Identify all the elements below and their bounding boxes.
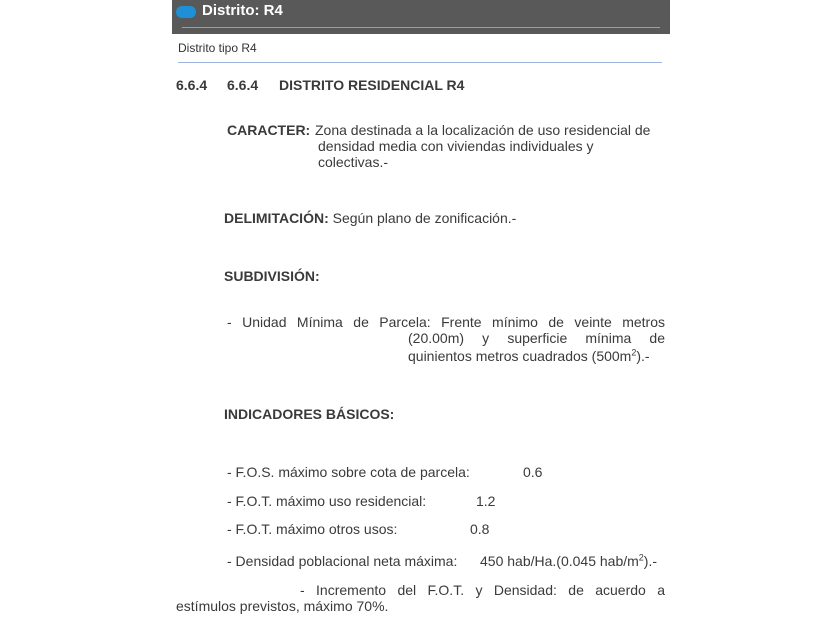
densidad-value: 450 hab/Ha.(0.045 hab/$m^2).-$	[480, 552, 658, 569]
subtitle: Distrito tipo R4	[178, 41, 257, 55]
district-color-icon	[176, 6, 196, 18]
subdivision-heading: SUBDIVISIÓN:	[224, 268, 320, 284]
densidad-label: - Densidad poblacional neta máxima:	[227, 553, 458, 569]
section-title: DISTRITO RESIDENCIAL R4	[279, 77, 465, 93]
section-number: 6.6.4	[176, 77, 208, 93]
fot-residencial-value: 1.2	[476, 493, 496, 509]
fot-residencial-label: - F.O.T. máximo uso residencial:	[227, 493, 427, 509]
delimitacion-text: Según plano de zonificación.-	[332, 210, 517, 226]
fot-otros-value: 0.8	[470, 521, 490, 537]
indicadores-heading: INDICADORES BÁSICOS:	[224, 406, 395, 422]
caracter-text: Zona destinada a la localización de uso residencial de densidad media con viviendas individuales y colectivas.-	[315, 122, 651, 170]
fos-label: - F.O.S. máximo sobre cota de parcela:	[227, 464, 470, 480]
delimitacion-label: DELIMITACIÓN:	[224, 210, 329, 226]
subdivision-line1: - Unidad Mínima de Parcela: Frente mínimo de veinte metros	[227, 314, 665, 330]
fot-otros-label: - F.O.T. máximo otros usos:	[227, 521, 398, 537]
incremento-text: - Incremento del F.O.T. y Densidad: de acuerdo a estímulos previstos, máximo 70%.	[176, 582, 665, 614]
caracter-label: CARACTER:	[227, 122, 311, 138]
document-header	[172, 0, 670, 34]
header-divider	[182, 27, 660, 28]
header-title: Distrito: R4	[202, 2, 283, 19]
subtitle-divider	[178, 62, 662, 63]
fos-value: 0.6	[523, 464, 543, 480]
subdivision-line2: (20.00m) y superficie mínima de	[408, 330, 665, 346]
section-number-repeat: 6.6.4	[227, 77, 259, 93]
subdivision-line3: quinientos metros cuadrados $(500m^2).-$	[408, 347, 650, 364]
